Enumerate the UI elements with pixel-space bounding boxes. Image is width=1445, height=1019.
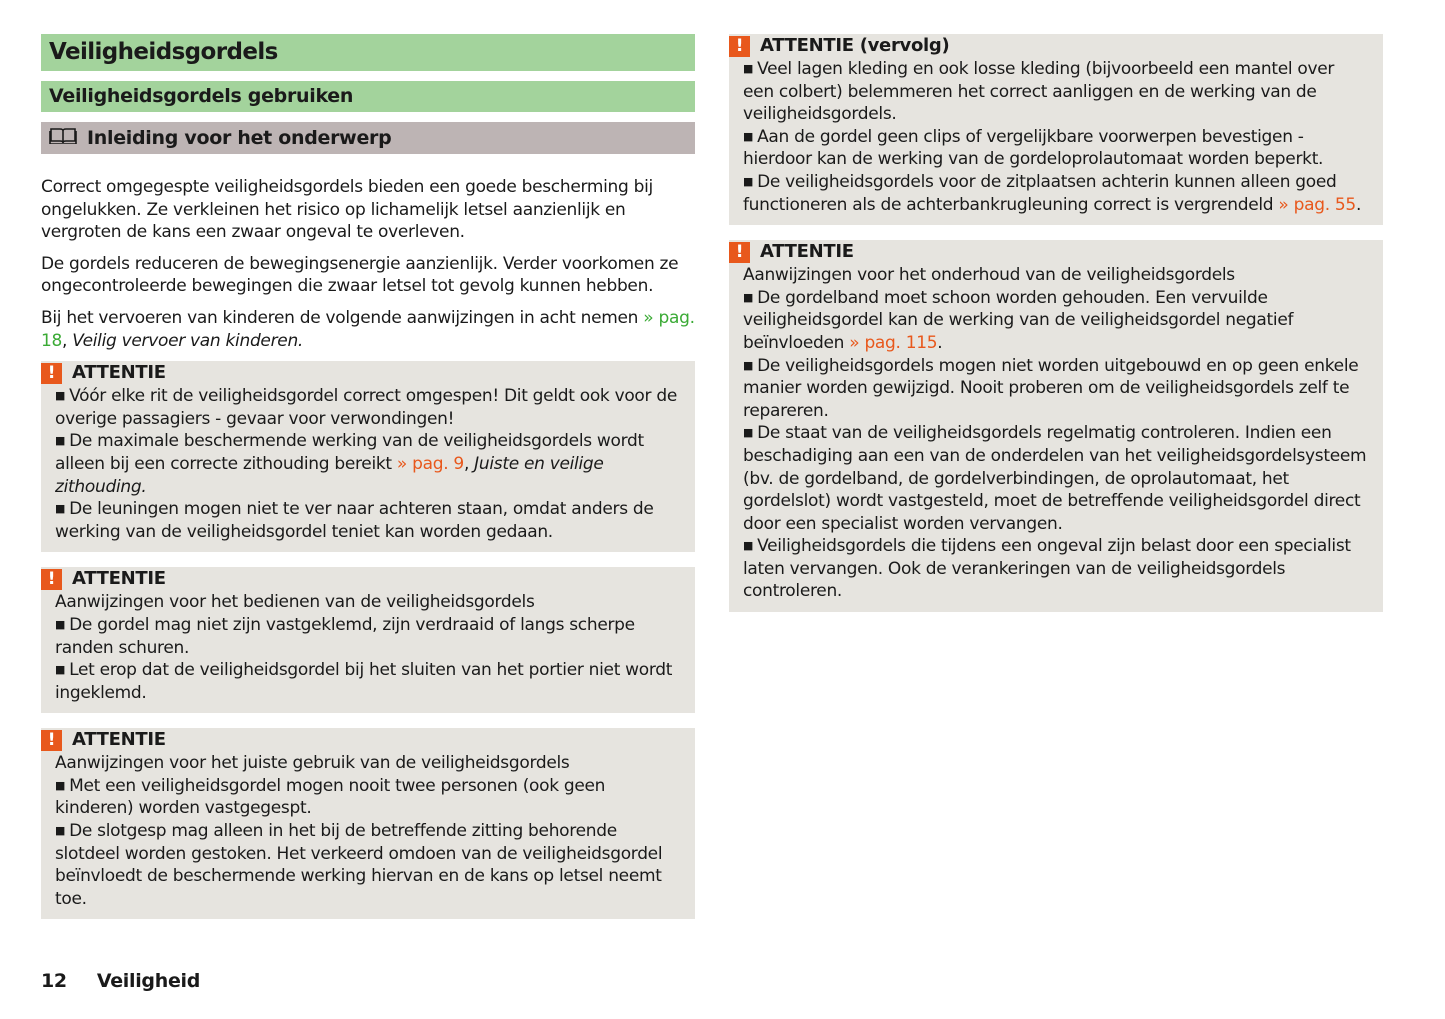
text: . <box>1355 194 1362 215</box>
paragraph <box>55 659 681 704</box>
paragraph <box>55 430 681 498</box>
warning-box <box>41 361 695 552</box>
text: De veiligheidsgordels voor de zitplaatsen achterin kunnen alleen goed functioneren als de achterbankrugleuning correct is vergrendeld <box>743 171 1337 215</box>
warning-box <box>729 34 1383 225</box>
warning-title: ATTENTIE <box>72 568 166 590</box>
text: Aan de gordel geen clips of vergelijkbare voorwerpen bevestigen - hierdoor kan de werking van de gordeloprolautomaat worden beperkt. <box>743 126 1324 170</box>
warning-box <box>41 728 695 919</box>
paragraph <box>743 535 1369 603</box>
text: Juiste en veilige zithouding. <box>55 453 604 497</box>
warning-box <box>41 567 695 713</box>
paragraph <box>743 264 1369 287</box>
bullet-icon: ■ <box>743 174 754 188</box>
warning-boxes <box>41 361 695 919</box>
text: De leuningen mogen niet te ver naar achteren staan, omdat anders de werking van de veiligheidsgordel teniet kan worden gedaan. <box>55 499 654 542</box>
text: Aanwijzingen voor het onderhoud van de veiligheidsgordels <box>743 265 1235 286</box>
text: Vóór elke rit de veiligheidsgordel correct omgespen! Dit geldt ook voor de overige passagiers - gevaar voor verwondingen! <box>55 386 677 429</box>
warning-title: ATTENTIE <box>760 240 854 262</box>
paragraph <box>743 287 1369 355</box>
bullet-icon: ■ <box>55 617 66 631</box>
bullet-icon: ■ <box>55 502 66 516</box>
page-link[interactable]: » pag. 55 <box>1278 194 1356 215</box>
warning-title: ATTENTIE <box>72 361 166 383</box>
warning-boxes <box>729 34 1383 612</box>
text: Aanwijzingen voor het juiste gebruik van de veiligheidsgordels <box>55 753 570 774</box>
warning-icon: ! <box>729 36 750 57</box>
bullet-icon: ■ <box>743 129 754 143</box>
bullet-icon: ■ <box>55 389 66 403</box>
text: Bij het vervoeren van kinderen de volgende aanwijzingen in acht nemen <box>41 307 644 328</box>
section-title: Veiligheidsgordels gebruiken <box>41 81 695 112</box>
warning-header <box>729 240 1369 264</box>
text: De slotgesp mag alleen in het bij de betreffende zitting behorende slotdeel worden gestoken. Het verkeerd omdoen van de veiligheidsgordel beïnvloedt de beschermende werking hiervan en de kans op letsel neemt toe. <box>55 821 663 909</box>
text: De staat van de veiligheidsgordels regelmatig controleren. Indien een beschadiging aan een van de onderdelen van het veiligheidsgordelsysteem (bv. de gordelband, de gordelverbindingen, de oprolautomaat, het gordelslot) wordt vastgesteld, moet de betreffende veiligheidsgordel direct door een specialist worden vervangen. <box>743 423 1367 534</box>
text: Met een veiligheidsgordel mogen nooit twee personen (ook geen kinderen) worden vastgegespt. <box>55 775 606 819</box>
paragraph <box>55 775 681 820</box>
text: De veiligheidsgordels mogen niet worden uitgebouwd en op geen enkele manier worden gewijzigd. Nooit proberen om de veiligheidsgordels zelf te repareren. <box>743 355 1359 421</box>
text: Veel lagen kleding en ook losse kleding (bijvoorbeeld een mantel over een colbert) belemmeren het correct aanliggen en de werking van de veiligheidsgordels. <box>743 59 1335 125</box>
text: De gordels reduceren de bewegingsenergie aanzienlijk. Verder voorkomen ze ongecontroleerde bewegingen die zwaar letsel tot gevolg kunnen hebben. <box>41 253 679 297</box>
paragraph <box>55 385 681 430</box>
bullet-icon: ■ <box>743 426 754 440</box>
bullet-icon: ■ <box>743 358 754 372</box>
warning-icon: ! <box>41 569 62 590</box>
text: Let erop dat de veiligheidsgordel bij het sluiten van het portier niet wordt ingeklemd. <box>55 660 673 703</box>
warning-header <box>41 361 681 385</box>
chapter-name: Veiligheid <box>96 970 201 992</box>
warning-header <box>41 728 681 752</box>
paragraph <box>743 58 1369 126</box>
bullet-icon: ■ <box>55 778 66 792</box>
paragraph <box>55 498 681 543</box>
left-column <box>41 34 695 934</box>
text: , <box>62 330 73 351</box>
warning-icon: ! <box>729 242 750 263</box>
text: De gordel mag niet zijn vastgeklemd, zijn verdraaid of langs scherpe randen schuren. <box>55 614 635 658</box>
paragraph <box>55 614 681 659</box>
subsection-title-text: Inleiding voor het onderwerp <box>87 127 392 149</box>
text: , <box>463 453 475 474</box>
text: Veilig vervoer van kinderen. <box>72 330 304 351</box>
bullet-icon: ■ <box>55 824 66 838</box>
paragraph <box>41 176 695 244</box>
paragraph <box>743 422 1369 535</box>
page-link[interactable]: » pag. 18 <box>41 307 695 351</box>
warning-title: ATTENTIE <box>72 728 166 750</box>
page-number: 12 <box>41 970 67 992</box>
page-link[interactable]: » pag. 115 <box>849 332 938 353</box>
warning-icon: ! <box>41 730 62 751</box>
right-column <box>729 34 1383 627</box>
book-icon <box>49 122 77 154</box>
paragraph <box>743 171 1369 216</box>
bullet-icon: ■ <box>55 663 66 677</box>
paragraph <box>55 591 681 614</box>
page-link[interactable]: » pag. 9 <box>396 453 464 474</box>
text: Veiligheidsgordels die tijdens een ongeval zijn belast door een specialist laten vervangen. Ook de verankeringen van de veiligheidsgordels controleren. <box>743 536 1351 602</box>
paragraph <box>743 126 1369 171</box>
intro-text <box>41 176 695 352</box>
text: De gordelband moet schoon worden gehouden. Een vervuilde veiligheidsgordel kan de werking van de veiligheidsgordel negatief beïnvloeden <box>743 287 1294 353</box>
bullet-icon: ■ <box>743 62 754 75</box>
paragraph <box>55 820 681 910</box>
warning-header <box>729 34 1369 58</box>
bullet-icon: ■ <box>743 290 754 304</box>
text: De maximale beschermende werking van de veiligheidsgordels wordt alleen bij een correcte zithouding bereikt <box>55 431 644 474</box>
bullet-icon: ■ <box>55 434 66 448</box>
warning-icon: ! <box>41 363 62 384</box>
text: . <box>937 332 943 353</box>
paragraph <box>55 752 681 775</box>
paragraph <box>41 307 695 352</box>
paragraph <box>743 355 1369 423</box>
warning-title: ATTENTIE (vervolg) <box>760 34 950 56</box>
paragraph <box>41 253 695 298</box>
warning-header <box>41 567 681 591</box>
page-title: Veiligheidsgordels <box>41 34 695 71</box>
subsection-title <box>41 122 695 154</box>
text: Correct omgegespte veiligheidsgordels bieden een goede bescherming bij ongelukken. Ze verkleinen het risico op lichamelijk letsel aanzienlijk en vergroten de kans een zwaar ongeval te overleven. <box>41 177 653 243</box>
bullet-icon: ■ <box>743 539 754 553</box>
page-footer <box>41 970 200 993</box>
warning-box <box>729 240 1383 612</box>
text: Aanwijzingen voor het bedienen van de veiligheidsgordels <box>55 592 535 613</box>
